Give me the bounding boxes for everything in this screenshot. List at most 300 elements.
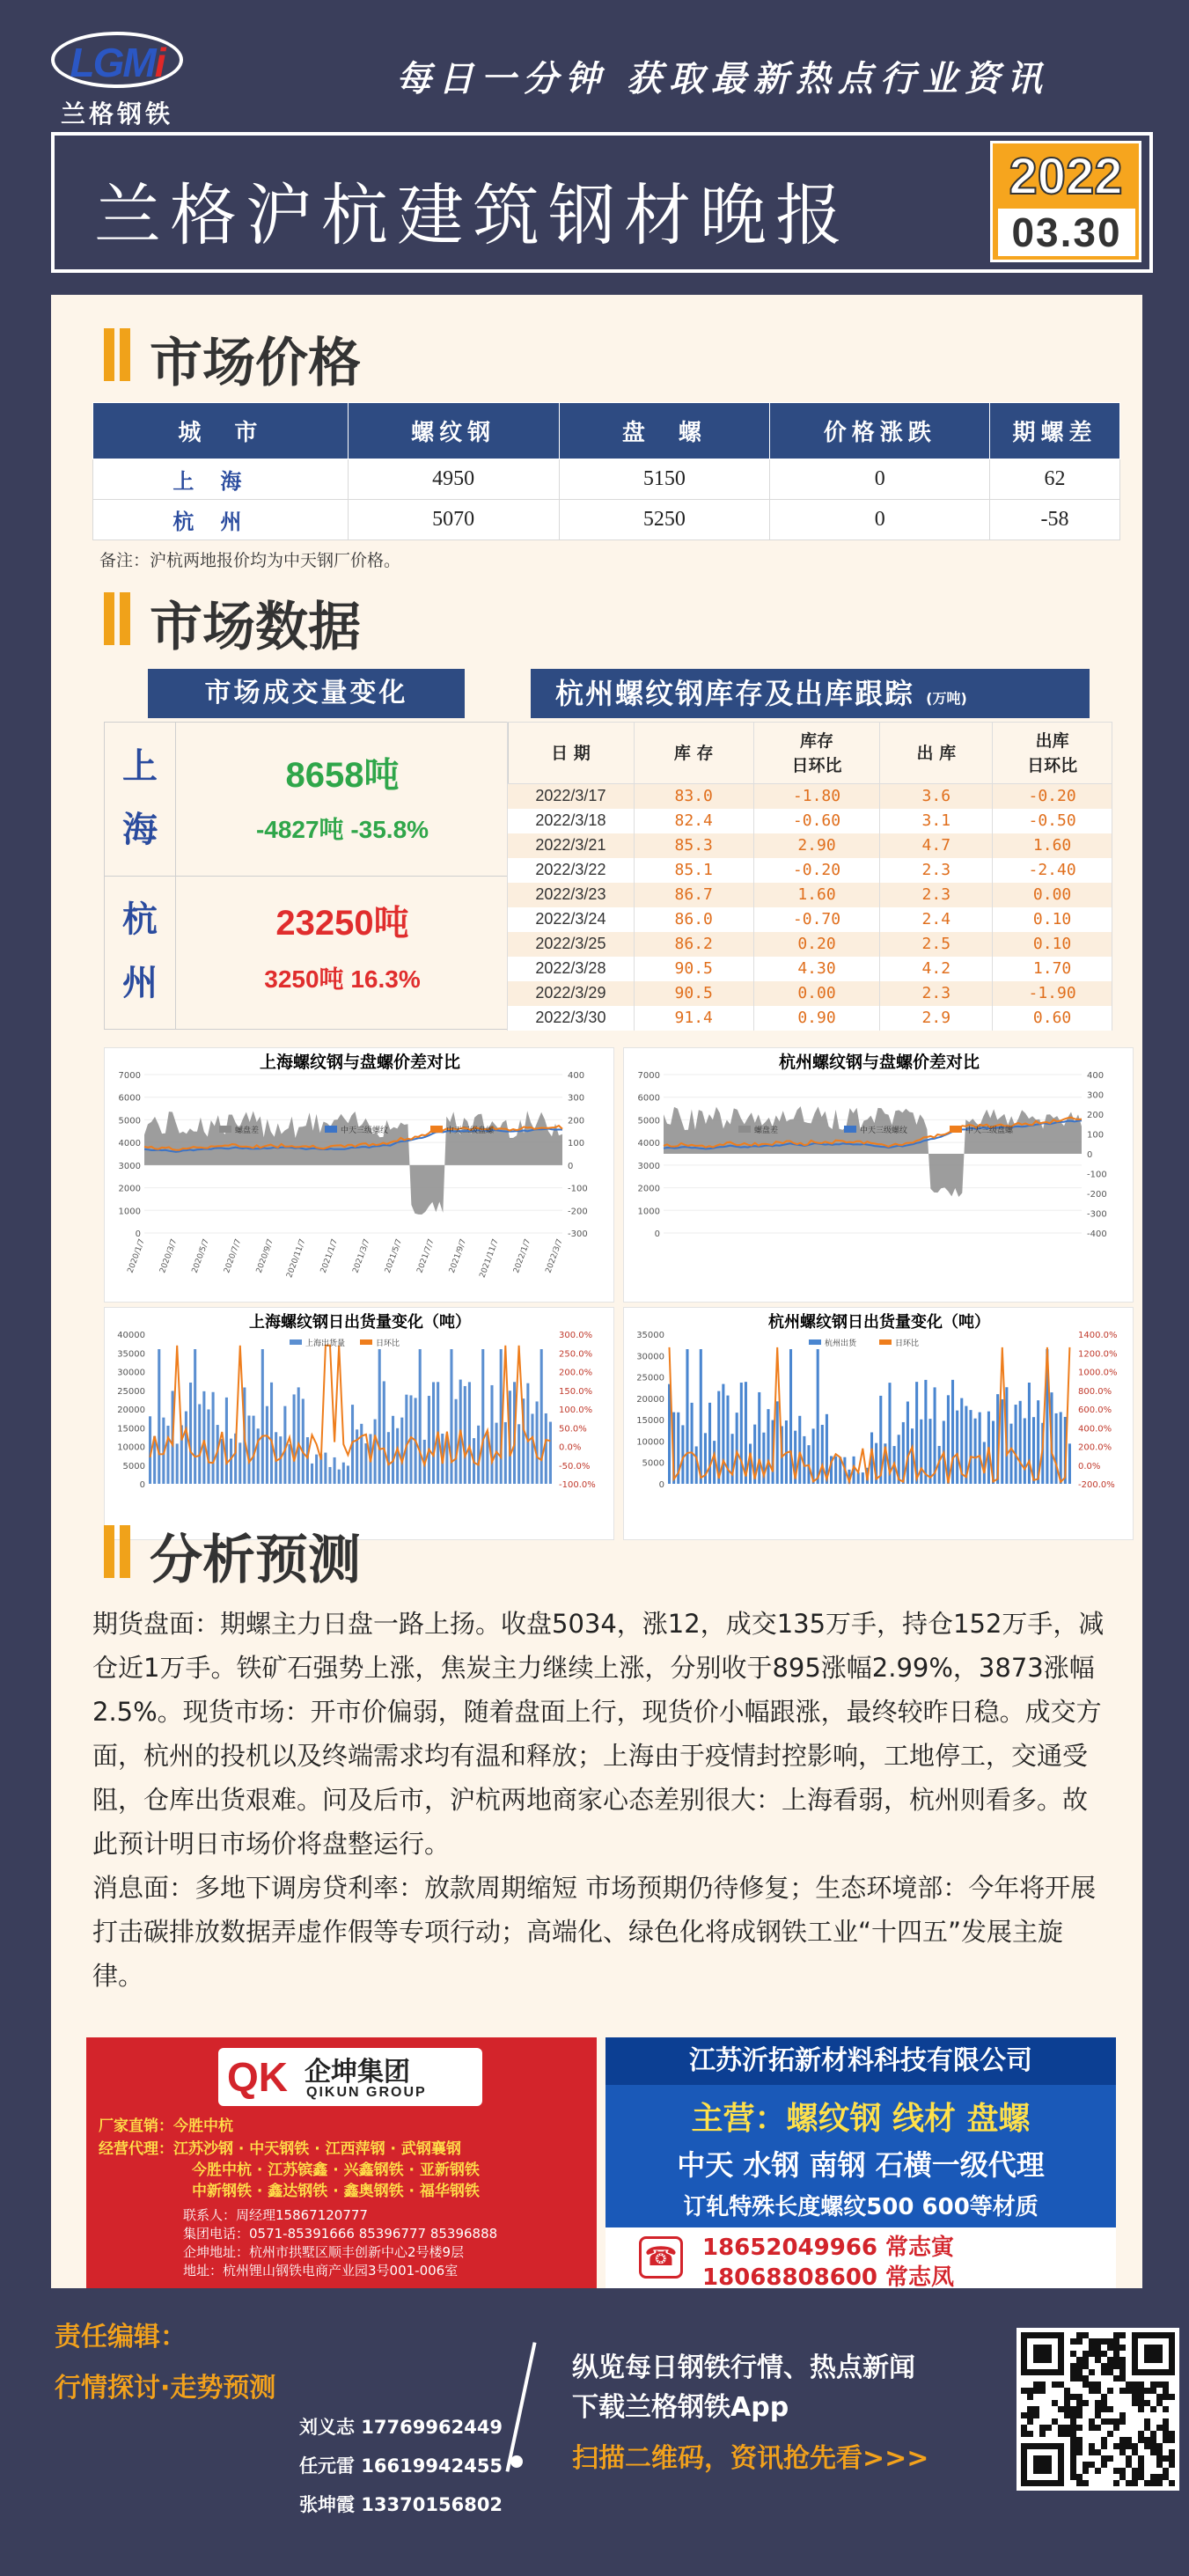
qr-module — [1076, 2474, 1083, 2480]
col-header: 日 期 — [508, 723, 635, 784]
qr-module — [1083, 2357, 1089, 2363]
value-cell: 1.60 — [753, 883, 880, 907]
qr-module — [1113, 2425, 1119, 2431]
y-tick-label: 3000 — [637, 1161, 660, 1171]
legend-label: 日环比 — [376, 1339, 400, 1348]
qr-module — [1064, 2400, 1070, 2406]
value-cell: 86.0 — [634, 907, 753, 932]
qr-module — [1095, 2425, 1101, 2431]
value-cell: 86.2 — [634, 932, 753, 957]
bar — [686, 1349, 688, 1484]
qr-module — [1076, 2332, 1083, 2338]
bar — [185, 1412, 187, 1484]
qr-module — [1101, 2369, 1107, 2375]
qr-module — [1058, 2431, 1064, 2437]
legend-swatch — [219, 1126, 231, 1133]
inventory-body — [508, 784, 1112, 1031]
qr-module — [1027, 2431, 1033, 2437]
qr-module — [1101, 2400, 1107, 2406]
bar — [347, 1465, 349, 1484]
col-header: 城 市 — [93, 403, 349, 459]
bar — [405, 1395, 407, 1484]
ad-qikun[interactable] — [86, 2037, 597, 2288]
y2-tick-label: 200.0% — [1078, 1442, 1112, 1453]
bar — [691, 1403, 694, 1484]
footer-cta[interactable]: 扫描二维码，资讯抢先看>>> — [572, 2443, 929, 2474]
bar — [378, 1349, 381, 1484]
value-cell: -0.60 — [753, 809, 880, 833]
qr-module — [1089, 2351, 1095, 2357]
bar — [450, 1349, 452, 1484]
qr-module — [1027, 2406, 1033, 2412]
qr-module — [1089, 2462, 1095, 2468]
bar — [356, 1429, 358, 1484]
date-cell: 2022/3/28 — [508, 957, 635, 981]
chart-sh-shipment — [104, 1307, 614, 1540]
value-cell: 1.60 — [993, 833, 1112, 858]
qr-module — [1070, 2351, 1076, 2357]
city-cell: 上海 — [93, 459, 349, 500]
y-tick-label: 20000 — [636, 1394, 664, 1405]
table-row — [508, 883, 1112, 907]
y-tick-label: 2000 — [118, 1184, 141, 1194]
qr-module — [1089, 2382, 1095, 2388]
y2-tick-label: 300 — [1087, 1090, 1105, 1101]
title-box — [51, 132, 1153, 273]
bar — [396, 1428, 399, 1484]
editor-label: 责任编辑： — [55, 2322, 187, 2352]
chart-title: 上海螺纹钢与盘螺价差对比 — [259, 1053, 461, 1072]
bar — [364, 1443, 367, 1484]
col-header: 盘 螺 — [559, 403, 770, 459]
qr-module — [1163, 2431, 1169, 2437]
y2-tick-label: -200 — [1087, 1190, 1107, 1200]
qr-module — [1070, 2462, 1076, 2468]
qr-module — [1052, 2400, 1058, 2406]
city-hangzhou: 杭州 — [122, 899, 158, 1003]
qr-module — [1101, 2443, 1107, 2449]
bar — [817, 1349, 819, 1484]
qr-module — [1150, 2437, 1156, 2443]
qr-module — [1119, 2449, 1126, 2455]
qr-module — [1163, 2455, 1169, 2462]
qr-module — [1095, 2412, 1101, 2418]
qr-module — [1169, 2480, 1175, 2486]
bar — [328, 1467, 331, 1484]
ad-phone: 18652049966 常志寅 — [702, 2235, 955, 2261]
editor-contact: 刘义志 17769962449 — [299, 2417, 503, 2438]
table-row — [508, 932, 1112, 957]
qr-module — [1095, 2382, 1101, 2388]
table-row — [508, 784, 1112, 809]
qr-module — [1150, 2431, 1156, 2437]
qr-module — [1163, 2468, 1169, 2474]
qr-module — [1076, 2449, 1083, 2455]
y-tick-label: 15000 — [117, 1424, 145, 1435]
x-tick-label: 2021/7/7 — [415, 1237, 437, 1275]
qr-module — [1021, 2388, 1027, 2394]
y-tick-label: 4000 — [637, 1139, 660, 1149]
qr-module — [1058, 2425, 1064, 2431]
qr-module — [1083, 2332, 1089, 2338]
bar — [776, 1401, 779, 1484]
bar — [158, 1349, 160, 1484]
qr-module — [1076, 2400, 1083, 2406]
section-title: 市场价格 — [150, 333, 361, 394]
bar — [1019, 1401, 1022, 1484]
city-cell: 杭州 — [93, 500, 349, 540]
bar — [432, 1382, 435, 1484]
bar — [198, 1404, 201, 1484]
bar — [1009, 1424, 1012, 1484]
inventory-unit: (万吨) — [926, 690, 967, 707]
ad-custom: 订轧特殊长度螺纹500 600等材质 — [683, 2194, 1039, 2220]
y2-tick-label: 200 — [1087, 1111, 1105, 1120]
qr-module — [1169, 2449, 1175, 2455]
qr-module — [1107, 2431, 1113, 2437]
qr-module — [1070, 2375, 1076, 2382]
y2-tick-label: 400 — [568, 1071, 585, 1081]
bar — [279, 1436, 282, 1484]
qr-module — [1064, 2406, 1070, 2412]
x-tick-label: 2021/11/7 — [478, 1237, 501, 1280]
value-cell: 3.6 — [880, 784, 993, 809]
x-tick-label: 2020/1/7 — [126, 1237, 147, 1275]
qr-module — [1144, 2388, 1150, 2394]
qr-module — [1070, 2437, 1076, 2443]
value-cell: 0.10 — [993, 907, 1112, 932]
qr-module — [1107, 2455, 1113, 2462]
x-tick-label: 2020/7/7 — [223, 1237, 244, 1275]
qr-module — [1119, 2412, 1126, 2418]
qr-module — [1113, 2480, 1119, 2486]
qr-module — [1126, 2480, 1132, 2486]
y-tick-label: 5000 — [118, 1116, 141, 1127]
y2-tick-label: 1000.0% — [1078, 1368, 1118, 1378]
qr-module — [1076, 2375, 1083, 2382]
qr-module — [1046, 2425, 1052, 2431]
x-tick-label: 2020/9/7 — [254, 1237, 275, 1275]
bar — [225, 1398, 228, 1484]
qr-module — [1089, 2369, 1095, 2375]
qr-module — [1101, 2437, 1107, 2443]
y2-tick-label: 300.0% — [559, 1331, 593, 1340]
value-cell: 2.5 — [880, 932, 993, 957]
ad-contact — [183, 2206, 497, 2280]
legend-label: 上海出货量 — [305, 1339, 346, 1348]
bar — [681, 1425, 684, 1484]
y2-tick-label: -300 — [1087, 1209, 1107, 1220]
ad-phone: 18068808600 常志凤 — [702, 2264, 955, 2288]
y-tick-label: 4000 — [118, 1139, 141, 1149]
qr-module — [1070, 2369, 1076, 2375]
y-tick-label: 1000 — [118, 1207, 141, 1217]
legend-label: 中天三级盘螺 — [446, 1127, 495, 1135]
bar — [311, 1464, 313, 1484]
section-title: 分析预测 — [150, 1530, 361, 1591]
legend-label: 中天三级螺纹 — [341, 1127, 389, 1135]
legend-swatch — [360, 1339, 372, 1345]
qr-module — [1119, 2363, 1126, 2369]
y2-tick-label: -100.0% — [559, 1480, 596, 1490]
bar — [230, 1439, 232, 1484]
table-row — [508, 1006, 1112, 1031]
qr-module — [1113, 2357, 1119, 2363]
bar — [1055, 1413, 1058, 1484]
qr-module — [1064, 2431, 1070, 2437]
logo-text: LGMi — [70, 40, 165, 85]
qr-module — [1156, 2480, 1163, 2486]
bar — [360, 1424, 363, 1484]
qr-module — [1101, 2406, 1107, 2412]
y-tick-label: 3000 — [118, 1161, 141, 1171]
legend-swatch — [290, 1339, 302, 1345]
qr-module — [1076, 2480, 1083, 2486]
qr-code[interactable] — [1017, 2328, 1179, 2491]
qr-module — [1070, 2443, 1076, 2449]
chart-title: 杭州螺纹钢日出货量变化（吨） — [768, 1313, 990, 1332]
qr-module — [1039, 2382, 1046, 2388]
ad-line: 经营代理：江苏沙钢 · 中天钢铁 · 江西萍钢 · 武钢襄钢 — [99, 2140, 461, 2158]
table-row — [508, 981, 1112, 1006]
qr-module — [1076, 2369, 1083, 2375]
qr-module — [1169, 2394, 1175, 2400]
chart-title: 上海螺纹钢日出货量变化（吨） — [249, 1313, 471, 1332]
qr-module — [1039, 2425, 1046, 2431]
qr-module — [1132, 2382, 1138, 2388]
qr-module — [1156, 2474, 1163, 2480]
bar — [749, 1444, 752, 1484]
ad-main: 主营：螺纹钢 线材 盘螺 — [691, 2101, 1031, 2137]
qr-module — [1119, 2357, 1126, 2363]
y2-tick-label: -400 — [1087, 1229, 1107, 1239]
value-cell: 4.2 — [880, 957, 993, 981]
date-cell: 2022/3/25 — [508, 932, 635, 957]
bar — [419, 1349, 422, 1484]
bar — [1068, 1443, 1071, 1484]
qr-module — [1076, 2363, 1083, 2369]
qr-module — [1027, 2388, 1033, 2394]
date-cell: 2022/3/17 — [508, 784, 635, 809]
bar — [731, 1434, 734, 1484]
legend-label: 螺盘差 — [754, 1127, 779, 1135]
qr-module — [1033, 2412, 1039, 2418]
slogan: 每日一分钟 获取最新热点行业资讯 — [396, 58, 1049, 99]
ad-brand-box — [218, 2048, 482, 2106]
qr-module — [1169, 2437, 1175, 2443]
bar — [468, 1382, 471, 1484]
date-cell: 2022/3/30 — [508, 1006, 635, 1031]
bar — [176, 1443, 179, 1484]
qr-module — [1163, 2425, 1169, 2431]
y-tick-label: 25000 — [117, 1386, 145, 1397]
y-tick-label: 5000 — [122, 1461, 145, 1471]
date-cell: 2022/3/23 — [508, 883, 635, 907]
bar — [504, 1422, 507, 1484]
qr-module — [1156, 2455, 1163, 2462]
y-tick-label: 1000 — [637, 1207, 660, 1217]
date-year: 2022 — [1009, 148, 1123, 205]
qr-module — [1070, 2468, 1076, 2474]
table-row — [508, 809, 1112, 833]
bar — [334, 1457, 336, 1484]
y2-tick-label: 0 — [568, 1161, 574, 1171]
qr-module — [1113, 2332, 1119, 2338]
qr-module — [1076, 2443, 1083, 2449]
chart-hz-shipment — [623, 1307, 1134, 1540]
bar — [928, 1419, 931, 1484]
y2-tick-label: 150.0% — [559, 1386, 593, 1397]
legend-swatch — [844, 1126, 856, 1133]
legend-swatch — [809, 1339, 821, 1345]
y2-tick-label: -50.0% — [559, 1461, 591, 1471]
qr-module — [1070, 2394, 1076, 2400]
qr-module — [1076, 2357, 1083, 2363]
ad-contact-line: 地址：杭州锂山钢铁电商产业园3号001-006室 — [183, 2263, 459, 2279]
page-title: 兰格沪杭建筑钢材晚报 — [94, 176, 851, 254]
qr-module — [1156, 2394, 1163, 2400]
y2-tick-label: 1200.0% — [1078, 1349, 1118, 1360]
qr-module — [1156, 2443, 1163, 2449]
bar — [1001, 1399, 1003, 1484]
section-title: 市场数据 — [150, 597, 361, 658]
y-tick-label: 0 — [658, 1480, 664, 1490]
qr-module — [1101, 2462, 1107, 2468]
bar — [383, 1381, 385, 1484]
bar — [400, 1418, 403, 1484]
y2-tick-label: -300 — [568, 1229, 588, 1239]
y-tick-label: 15000 — [636, 1416, 664, 1427]
bar — [857, 1472, 860, 1484]
qr-module — [1089, 2418, 1095, 2425]
qr-module — [1021, 2412, 1027, 2418]
qr-module — [1033, 2406, 1039, 2412]
value-cell: 2.90 — [753, 833, 880, 858]
date-badge — [990, 141, 1141, 262]
qr-module — [1107, 2363, 1113, 2369]
y-tick-label: 6000 — [637, 1093, 660, 1104]
y2-tick-label: 250.0% — [559, 1349, 593, 1360]
analysis-paragraph: 期货盘面：期螺主力日盘一路上扬。收盘5034，涨12，成交135万手，持仓152万手，减仓近1万手。铁矿石强势上涨，焦炭主力继续上涨，分别收于895涨幅2.99%，3873涨幅2.5%。现货市场：开市价偏弱，随着盘面上行，现货价小幅跟涨，最终较昨日稳。成交方面，杭州的投机以及终端需求均有温和释放；上海由于疫情封控影响，工地停工，交通受阻，仓库出货艰难。问及后市，沪杭两地商家心态差别很大：上海看弱，杭州则看多。故此预计明日市场价将盘整运行。 — [92, 1609, 1105, 1859]
bar — [253, 1416, 255, 1484]
bar — [194, 1349, 196, 1484]
bar — [288, 1444, 290, 1484]
qr-module — [1033, 2388, 1039, 2394]
qr-module — [1058, 2382, 1064, 2388]
y2-tick-label: 600.0% — [1078, 1405, 1112, 1415]
qr-module — [1144, 2425, 1150, 2431]
ad-line: 厂家直销：今胜中杭 — [99, 2117, 233, 2135]
col-header: 价格涨跌 — [770, 403, 990, 459]
value-cell: 0.90 — [753, 1006, 880, 1031]
y2-tick-label: 100 — [568, 1139, 585, 1149]
qr-module — [1070, 2363, 1076, 2369]
bar — [531, 1413, 533, 1484]
date-cell: 2022/3/24 — [508, 907, 635, 932]
bar — [1024, 1418, 1026, 1484]
futures-spread: -58 — [990, 500, 1120, 540]
qr-module — [1083, 2351, 1089, 2357]
bar — [1060, 1412, 1062, 1484]
editor-topic: 行情探讨·走势预测 — [55, 2373, 276, 2404]
bar — [722, 1384, 724, 1484]
qr-module — [1089, 2425, 1095, 2431]
shanghai-change: -4827吨 -35.8% — [255, 816, 429, 843]
ad-agents: 中天 水钢 南钢 石横一级代理 — [677, 2148, 1045, 2182]
y-tick-label: 7000 — [118, 1071, 141, 1081]
qr-module — [1132, 2400, 1138, 2406]
qr-module — [1119, 2437, 1126, 2443]
bar — [387, 1432, 390, 1484]
y2-tick-label: 400.0% — [1078, 1424, 1112, 1435]
legend-swatch — [950, 1126, 962, 1133]
y-tick-label: 2000 — [637, 1184, 660, 1194]
section-bar — [120, 328, 130, 381]
inventory-header — [508, 723, 1112, 784]
value-cell: 90.5 — [634, 957, 753, 981]
qr-module — [1027, 2412, 1033, 2418]
value-cell: 85.1 — [634, 858, 753, 883]
value-cell: 4.7 — [880, 833, 993, 858]
logo — [51, 26, 183, 128]
value-cell: 2.3 — [880, 883, 993, 907]
qr-module — [1095, 2388, 1101, 2394]
qr-module — [1119, 2345, 1126, 2351]
price-note: 备注：沪杭两地报价均为中天钢厂价格。 — [99, 551, 401, 570]
section-bar — [120, 592, 130, 645]
qr-module — [1070, 2474, 1076, 2480]
bar — [428, 1396, 430, 1484]
qr-module — [1083, 2468, 1089, 2474]
value-cell: 0.00 — [753, 981, 880, 1006]
col-header: 出 库 — [880, 723, 993, 784]
y-tick-label: 5000 — [642, 1458, 664, 1469]
bar — [526, 1383, 529, 1484]
bar — [906, 1401, 909, 1484]
bar — [821, 1425, 824, 1484]
value-cell: -2.40 — [993, 858, 1112, 883]
qr-module — [1132, 2443, 1138, 2449]
qr-module — [1132, 2394, 1138, 2400]
table-row — [508, 957, 1112, 981]
qr-module — [1150, 2480, 1156, 2486]
qr-module — [1126, 2437, 1132, 2443]
qr-module — [1089, 2443, 1095, 2449]
y2-tick-label: 800.0% — [1078, 1386, 1112, 1397]
value-cell: -1.80 — [753, 784, 880, 809]
qr-module — [1156, 2382, 1163, 2388]
price-table — [92, 402, 1120, 540]
section-header-data — [104, 585, 544, 656]
qr-module — [1126, 2388, 1132, 2394]
qr-module — [1113, 2418, 1119, 2425]
col-header: 库存 日环比 — [753, 723, 880, 784]
bar — [247, 1415, 250, 1484]
ad-yituo[interactable] — [606, 2037, 1116, 2288]
qr-module — [1132, 2474, 1138, 2480]
y-tick-label: 0 — [654, 1229, 660, 1239]
qr-module — [1064, 2388, 1070, 2394]
ad-brand: 企坤集团 — [305, 2057, 410, 2088]
qr-module — [1064, 2394, 1070, 2400]
logo-subtitle: 兰格钢铁 — [60, 99, 173, 128]
y2-tick-label: 0.0% — [1078, 1461, 1101, 1471]
value-cell: 2.3 — [880, 981, 993, 1006]
ad-contact-line: 联系人：周经理15867120777 — [183, 2207, 368, 2223]
qr-module — [1095, 2449, 1101, 2455]
chart-hz-spread — [623, 1047, 1134, 1303]
y-tick-label: 0 — [139, 1480, 145, 1490]
